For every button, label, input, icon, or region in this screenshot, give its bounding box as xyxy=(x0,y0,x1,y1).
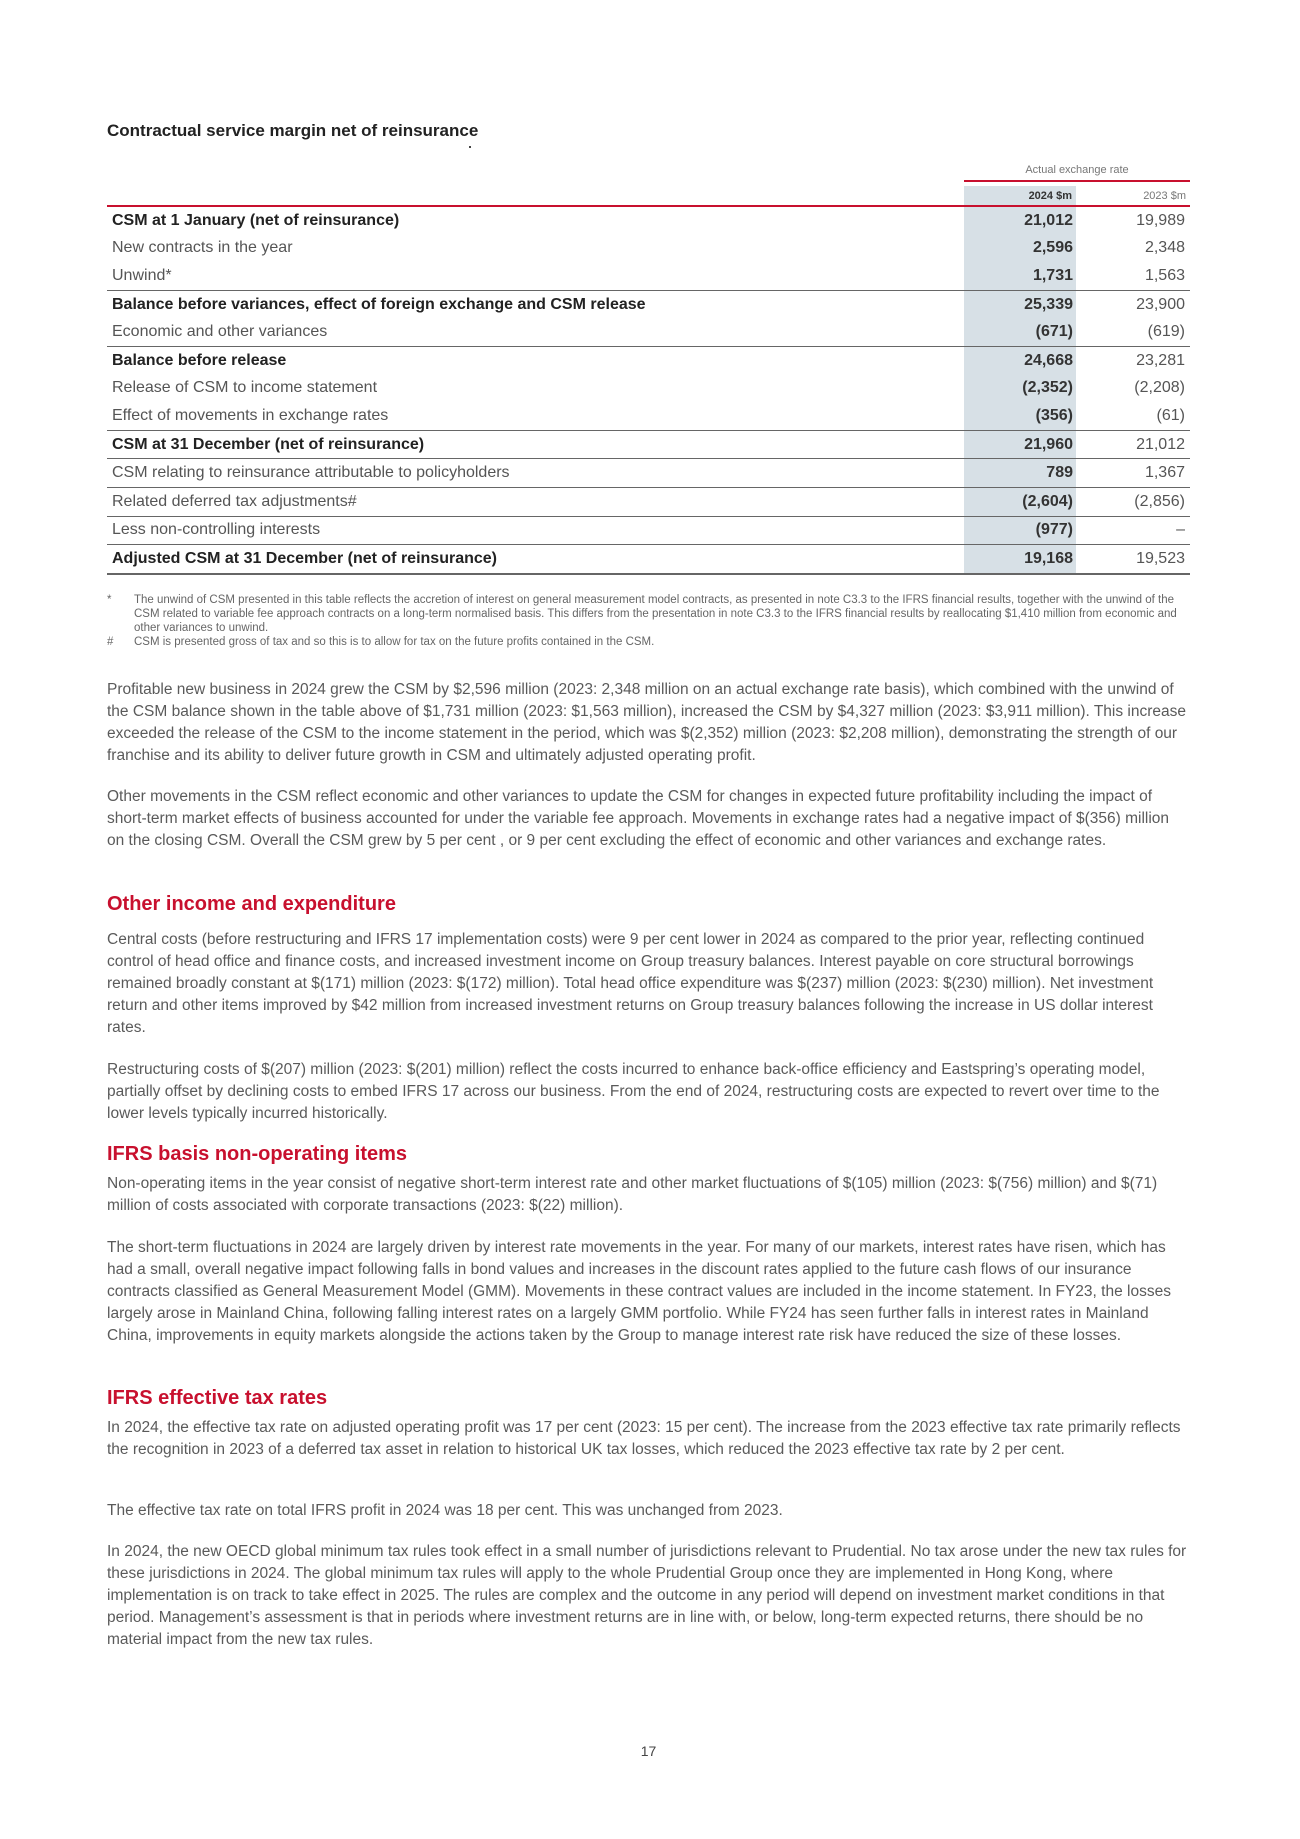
column-group-header: Actual exchange rate xyxy=(964,164,1190,182)
page-number: 17 xyxy=(640,1743,657,1759)
row-label: Release of CSM to income statement xyxy=(112,379,378,397)
value-2024: (977) xyxy=(966,516,1078,545)
value-2024: 21,012 xyxy=(966,206,1078,235)
row-label: CSM at 1 January (net of reinsurance) xyxy=(107,206,966,235)
paragraph-non-operating-items: Non-operating items in the year consist of negative short-term interest rate and other market fluctuations of $(105) million (2023: $(756) million) and $(71) million of costs associated with corporate transactions (2023: $(22) million). xyxy=(107,1175,1158,1214)
table-row xyxy=(107,375,1190,403)
value-2024: 25,339 xyxy=(966,290,1078,318)
heading-other-income: Other income and expenditure xyxy=(107,893,396,915)
value-2024: 24,668 xyxy=(966,346,1078,374)
row-label: Effect of movements in exchange rates xyxy=(112,406,389,424)
table-row xyxy=(107,459,1190,488)
paragraph-other-movements: Other movements in the CSM reflect economic and other variances to update the CSM for changes in expected future profitability including the impact of short-term market effects of business accounted for under the variable fee approach. Movements in exchange rates had a negative impact of $(356) million on the closing CSM. Overall the CSM grew by 5 per cent , or 9 per cent excluding the effect of economic and other variances and exchange rates. xyxy=(107,788,1170,849)
row-label: Balance before variances, effect of foreign exchange and CSM release xyxy=(107,290,966,318)
value-2024: 1,731 xyxy=(1032,266,1073,284)
row-label: Less non-controlling interests xyxy=(107,516,966,545)
value-2023: 23,281 xyxy=(1078,346,1190,374)
paragraph-restructuring: Restructuring costs of $(207) million (2023: $(201) million) reflect the costs incurred to enhance back-office efficiency and Eastspring’s operating model, partially offset by declining costs to embed IFRS 17 across our business. From the end of 2024, restructuring costs are expected to revert over time to the lower levels typically incurred historically. xyxy=(107,1061,1160,1122)
value-2023: (619) xyxy=(1147,323,1185,341)
value-2024: 21,960 xyxy=(966,430,1078,459)
value-2023: (2,856) xyxy=(1078,487,1190,516)
row-label: Adjusted CSM at 31 December (net of reinsurance) xyxy=(107,545,966,574)
row-label: Economic and other variances xyxy=(112,323,328,341)
column-2024-header: 2024 $m xyxy=(1028,190,1072,202)
row-label: New contracts in the year xyxy=(112,239,293,257)
table-row xyxy=(107,235,1190,263)
value-2024: (356) xyxy=(1035,406,1073,424)
value-2023: 23,900 xyxy=(1078,290,1190,318)
paragraph-central-costs: Central costs (before restructuring and IFRS 17 implementation costs) were 9 per cent lower in 2024 as compared to the prior year, reflecting continued control of head office and finance costs, and increased investment income on Group treasury balances. Interest payable on core structural borrowings remained broadly constant at $(171) million (2023: $(172) million). Total head office expenditure was $(237) million (2023: $(230) million). Net investment return and other items improved by $42 million from increased investment returns on Group treasury balances following the increase in US dollar interest rates. xyxy=(107,931,1154,1036)
value-2024: 789 xyxy=(966,459,1078,488)
paragraph-oecd-rules: In 2024, the new OECD global minimum tax rules took effect in a small number of jurisdictions relevant to Prudential. No tax arose under the new tax rules for these jurisdictions in 2024. The global minimum tax rules will apply to the whole Prudential Group once they are implemented in Hong Kong, where implementation is on track to take effect in 2025. The rules are complex and the outcome in any period will depend on investment market conditions in that period. Management’s assessment is that in periods where investment returns are in line with, or below, long-term expected returns, there should be no material impact from the new tax rules. xyxy=(107,1543,1187,1648)
heading-tax-rates: IFRS effective tax rates xyxy=(107,1387,328,1409)
table-row xyxy=(107,206,1190,235)
paragraph-short-term-fluctuations: The short-term fluctuations in 2024 are largely driven by interest rate movements in the year. For many of our markets, interest rates have risen, which has had a small, overall negative impact following falls in bond values and increases in the discount rates applied to the future cash flows of our insurance contracts classified as General Measurement Model (GMM). Movements in these contract values are included in the income statement. In FY23, the losses largely arose in Mainland China, following falling interest rates on a largely GMM portfolio. While FY24 has seen further falls in interest rates in Mainland China, improvements in equity markets alongside the actions taken by the Group to manage interest rate risk have reduced the size of these losses. xyxy=(107,1239,1171,1344)
footnote-text: The unwind of CSM presented in this table reflects the accretion of interest on general measurement model contracts, as presented in note C3.3 to the IFRS financial results, together with the unwind of the CSM related to variable fee approach contracts on a long-term normalised basis. This differs from the presentation in note C3.3 to the IFRS financial results by reallocating $1,410 million from economic and other variances to unwind. xyxy=(134,594,1177,634)
value-2023: 1,563 xyxy=(1144,266,1185,284)
row-label: Balance before release xyxy=(107,346,966,374)
paragraph-total-tax-rate: The effective tax rate on total IFRS profit in 2024 was 18 per cent. This was unchanged from 2023. xyxy=(107,1502,783,1519)
column-headers xyxy=(964,186,1190,206)
column-2023-header: 2023 $m xyxy=(1143,190,1186,202)
value-2023: 19,523 xyxy=(1078,545,1190,574)
row-label: Unwind* xyxy=(112,266,172,284)
table-row xyxy=(107,262,1190,290)
value-2023: 2,348 xyxy=(1144,239,1185,257)
row-label: Related deferred tax adjustments# xyxy=(107,487,966,516)
table-row xyxy=(107,346,1190,374)
footnote-text: CSM is presented gross of tax and so this is to allow for tax on the future profits contained in the CSM. xyxy=(134,636,655,648)
table-row xyxy=(107,318,1190,346)
footnote-mark: * xyxy=(107,594,112,606)
table-row xyxy=(107,290,1190,318)
heading-non-operating: IFRS basis non-operating items xyxy=(107,1143,408,1165)
row-label: CSM at 31 December (net of reinsurance) xyxy=(107,430,966,459)
value-2023: 21,012 xyxy=(1078,430,1190,459)
footnote-deferred-tax xyxy=(107,635,1190,649)
table-row xyxy=(107,430,1190,459)
value-2023: 1,367 xyxy=(1078,459,1190,488)
value-2023: 19,989 xyxy=(1078,206,1190,235)
footnote-mark: # xyxy=(107,636,114,648)
value-2024: 19,168 xyxy=(966,545,1078,574)
value-2023: (2,208) xyxy=(1134,379,1185,397)
footnote-unwind xyxy=(107,593,1190,635)
value-2024: (671) xyxy=(1035,323,1073,341)
stray-dot xyxy=(469,146,471,148)
value-2024: (2,604) xyxy=(966,487,1078,516)
paragraph-adjusted-tax-rate: In 2024, the effective tax rate on adjusted operating profit was 17 per cent (2023: 15 per cent). The increase from the 2023 effective tax rate primarily reflects the recognition in 2023 of a deferred tax asset in relation to historical UK tax losses, which reduced the 2023 effective tax rate by 2 per cent. xyxy=(107,1419,1181,1458)
table-row xyxy=(107,516,1190,545)
paragraph-new-business: Profitable new business in 2024 grew the CSM by $2,596 million (2023: 2,348 million on an actual exchange rate basis), which combined with the unwind of the CSM balance shown in the table above of $1,731 million (2023: $1,563 million), increased the CSM by $4,327 million (2023: $3,911 million). This increase exceeded the release of the CSM to the income statement in the period, which was $(2,352) million (2023: $2,208 million), demonstrating the strength of our franchise and its ability to deliver future growth in CSM and ultimately adjusted operating profit. xyxy=(107,681,1187,764)
value-2024: 2,596 xyxy=(1032,239,1073,257)
table-row xyxy=(107,402,1190,430)
table-title: Contractual service margin net of reinsurance xyxy=(107,121,479,140)
value-2023: (61) xyxy=(1156,406,1185,424)
row-label: CSM relating to reinsurance attributable to policyholders xyxy=(107,459,966,488)
footnotes xyxy=(107,593,1190,649)
csm-table xyxy=(107,205,1190,575)
value-2023: – xyxy=(1078,516,1190,545)
table-row xyxy=(107,545,1190,574)
value-2024: (2,352) xyxy=(1022,379,1073,397)
table-row xyxy=(107,487,1190,516)
